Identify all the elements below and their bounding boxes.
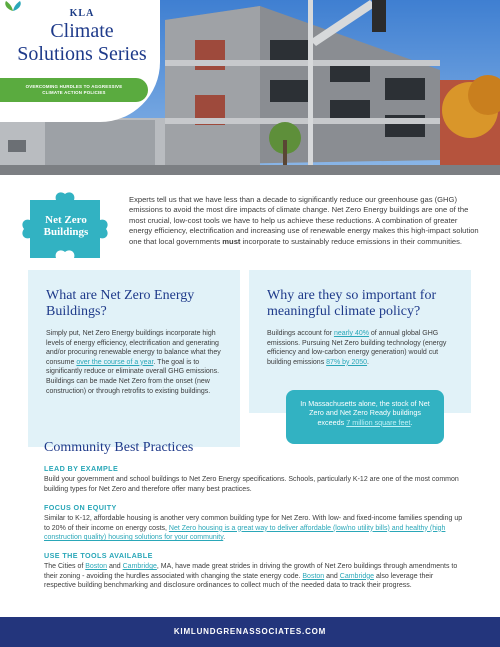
- puzzle-label-line2: Buildings: [43, 226, 89, 238]
- logo-text: KLA: [69, 8, 95, 19]
- tools-text-1: The Cities of: [44, 563, 86, 570]
- kla-leaf-icon: [0, 0, 26, 12]
- series-tagline: [0, 78, 148, 102]
- hero-photo: [0, 0, 500, 175]
- tagline-line1: OVERCOMING HURDLES TO AGGRESSIVE: [25, 84, 123, 89]
- website-link[interactable]: KIMLUNDGRENASSOCIATES.COM: [173, 627, 327, 636]
- use-the-tools-heading: USE THE TOOLS AVAILABLE: [44, 551, 153, 560]
- tools-text-2: and: [107, 563, 123, 570]
- callout-text: In Massachusetts alone, the stock of Net Zero and Net Zero Ready buildings exceeds: [300, 399, 430, 427]
- 87-percent-link[interactable]: 87% by 2050: [326, 358, 368, 366]
- what-text-1: Simply put, Net Zero Energy buildings incorporate high levels of energy efficiency, electrification and generating and/or procuring renewable energy to balance what they consume: [46, 330, 221, 366]
- focus-on-equity-text: [44, 514, 464, 543]
- massachusetts-callout: [286, 390, 444, 444]
- tagline-line2: CLIMATE ACTION POLICIES: [42, 90, 106, 95]
- equity-end: .: [223, 534, 226, 542]
- what-text-2: . The goal is to significantly reduce or eliminate overall GHG emissions. Buildings can be made Net Zero from the onset (new construction) or through retrofits to existing buildings.: [46, 358, 220, 395]
- cambridge-ordinance-link[interactable]: Cambridge: [339, 572, 375, 580]
- tools-text-4: and: [324, 572, 340, 580]
- footer-bar: [0, 617, 500, 647]
- series-title-line2: Solutions Series: [17, 43, 147, 65]
- net-zero-housing-link[interactable]: Net Zero housing is a great way to deliver affordable (low/no utility bills) and healthy (high construction quality) housing solutions for your community: [44, 524, 446, 542]
- over-the-year-link[interactable]: over the course of a year: [76, 358, 154, 366]
- tools-text-3: , MA, have made great strides in driving the growth of Net Zero buildings through amendments to their zoning - avoiding the hurdles associated with changing the state energy code.: [44, 563, 458, 580]
- lead-by-example-text: Build your government and school buildings to Net Zero Energy specifications. Schools, particularly K-12 are one of the most common building types for Net Zero and therefore offer many best practices.: [44, 476, 459, 493]
- puzzle-label-line1: Net Zero: [45, 214, 87, 226]
- intro-emphasis: must: [222, 236, 241, 246]
- lead-by-example-section: [44, 464, 464, 494]
- use-the-tools-text: [44, 562, 464, 591]
- best-practices-title: Community Best Practices: [44, 440, 194, 455]
- use-the-tools-section: [44, 551, 464, 591]
- why-important-text: [267, 329, 453, 367]
- series-title-card: [0, 0, 160, 122]
- series-title-line1: Climate: [50, 20, 114, 42]
- what-are-panel: [28, 270, 240, 447]
- what-are-text: [46, 329, 222, 396]
- callout-end: .: [410, 417, 413, 427]
- why-text-2: of annual global GHG emissions. Pursuing Net Zero building technology (energy efficiency and low-carbon energy generation) would cut building emissions: [267, 330, 447, 366]
- boston-link[interactable]: Boston: [85, 563, 108, 570]
- intro-text-end: incorporate to sustainably reduce emissions in their communities.: [240, 236, 463, 246]
- intro-paragraph: [129, 195, 479, 247]
- nearly-40-link[interactable]: nearly 40%: [333, 330, 369, 337]
- what-are-title: What are Net Zero Energy Buildings?: [46, 288, 195, 319]
- why-text-3: .: [367, 358, 369, 366]
- lead-by-example-heading: LEAD BY EXAMPLE: [44, 464, 119, 473]
- intro-text: Experts tell us that we have less than a decade to significantly reduce our greenhouse gas (GHG) emissions to avoid the most dire impacts of climate change. Net Zero Energy buildings are one of the most crucial, low-cost tools we have to help us achieve these reductions. A combination of greater energy efficiency, electrification and increasing use of renewable energy makes this high-impact solution one that local governments: [129, 195, 479, 246]
- focus-on-equity-heading: FOCUS ON EQUITY: [44, 503, 117, 512]
- cambridge-link[interactable]: Cambridge: [122, 563, 157, 570]
- why-text-1: Buildings account for: [267, 330, 334, 337]
- why-important-title: Why are they so important for meaningful climate policy?: [267, 288, 437, 319]
- 7-million-link[interactable]: 7 million square feet: [346, 417, 411, 427]
- equity-text: Similar to K-12, affordable housing is another very common building type for Net Zero. With low- and fixed-income families spending up to 20% of their income on energy costs,: [44, 515, 463, 532]
- focus-on-equity-section: [44, 503, 464, 543]
- boston-ordinance-link[interactable]: Boston: [302, 572, 325, 580]
- puzzle-label: [30, 214, 102, 238]
- tools-text-5: also leverage their respective building benchmarking and disclosure ordinances to collect much of the needed data to track their progress.: [44, 572, 434, 590]
